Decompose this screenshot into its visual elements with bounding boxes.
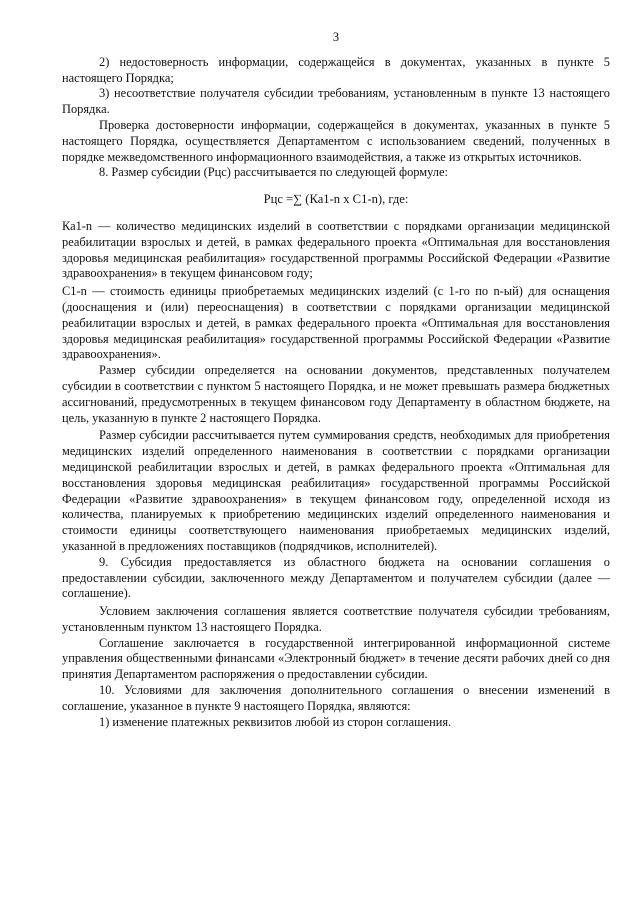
paragraph-electronic-budget: Соглашение заключается в государственной интегрированной информационной системе управления общественными финансами «Электронный бюджет» в течение десяти рабочих дней со дня принятия Департаментом распоряжения о предоставлении субсидии. [62, 635, 610, 682]
definition-c: C1-n — стоимость единицы приобретаемых медицинских изделий (с 1-го по n-ый) для оснащения (дооснащения и (или) переоснащения) в соответствии с порядками организации медицинской реабилитации взрослых и детей, в рамках федерального проекта «Оптимальная для восстановления здоровья медицинская реабилитация» государственной программы Российской Федерации «Развитие здравоохранения». [62, 284, 610, 362]
paragraph-verification: Проверка достоверности информации, содержащейся в документах, указанных в пункте 5 настоящего Порядка, осуществляется Департаментом с использованием сведений, полученных в порядке межведомственного информационного взаимодействия, а также из открытых источников. [62, 117, 610, 164]
paragraph-item-2-unreliable-info: 2) недостоверность информации, содержащейся в документах, указанных в пункте 5 настоящего Порядка; [62, 54, 610, 85]
paragraph-clause-8: 8. Размер субсидии (Рцс) рассчитывается по следующей формуле: [99, 165, 448, 180]
subsidy-formula: Рцс =∑ (Ка1-n x C1-n), где: [263, 192, 409, 207]
paragraph-subsidy-calculation: Размер субсидии рассчитывается путем суммирования средств, необходимых для приобретения медицинских изделий определенного наименования в соответствии с порядками организации медицинской реабилитации взрослых и детей, в рамках федерального проекта «Оптимальная для восстановления здоровья медицинская реабилитация» государственной программы Российской Федерации «Развитие здравоохранения» в текущем финансовом году, определенной исходя из количества, планируемых к приобретению медицинских изделий определенного наименования и стоимости единицы соответствующего наименования приобретаемых медицинских изделий, указанной в предложениях поставщиков (подрядчиков, исполнителей). [62, 428, 610, 553]
paragraph-clause-10-item-1: 1) изменение платежных реквизитов любой из сторон соглашения. [99, 714, 452, 729]
paragraph-item-3-noncompliance: 3) несоответствие получателя субсидии требованиям, установленным в пункте 13 настоящего Порядка. [62, 86, 610, 117]
document-page [62, 30, 610, 730]
page-number: 3 [332, 30, 340, 44]
paragraph-clause-9: 9. Субсидия предоставляется из областного бюджета на основании соглашения о предоставлении субсидии, заключенного между Департаментом и получателем субсидии (далее — соглашение). [62, 554, 610, 601]
definition-ka: Ка1-n — количество медицинских изделий в соответствии с порядками организации медицинской реабилитации взрослых и детей, в рамках федерального проекта «Оптимальная для восстановления здоровья медицинская реабилитация» государственной программы Российской Федерации «Развитие здравоохранения» в текущем финансовом году; [62, 218, 610, 281]
paragraph-clause-10: 10. Условиями для заключения дополнительного соглашения о внесении изменений в соглашение, указанное в пункте 9 настоящего Порядка, являются: [62, 683, 610, 713]
paragraph-agreement-condition: Условием заключения соглашения является соответствие получателя субсидии требованиям, установленным пунктом 13 настоящего Порядка. [62, 604, 610, 634]
paragraph-subsidy-size-basis: Размер субсидии определяется на основании документов, представленных получателем субсидии в соответствии с пунктом 5 настоящего Порядка, и не может превышать размера бюджетных ассигнований, предусмотренных в текущем финансовом году Департаменту в областном бюджете, на цель, указанную в пункте 2 настоящего Порядка. [62, 363, 610, 425]
